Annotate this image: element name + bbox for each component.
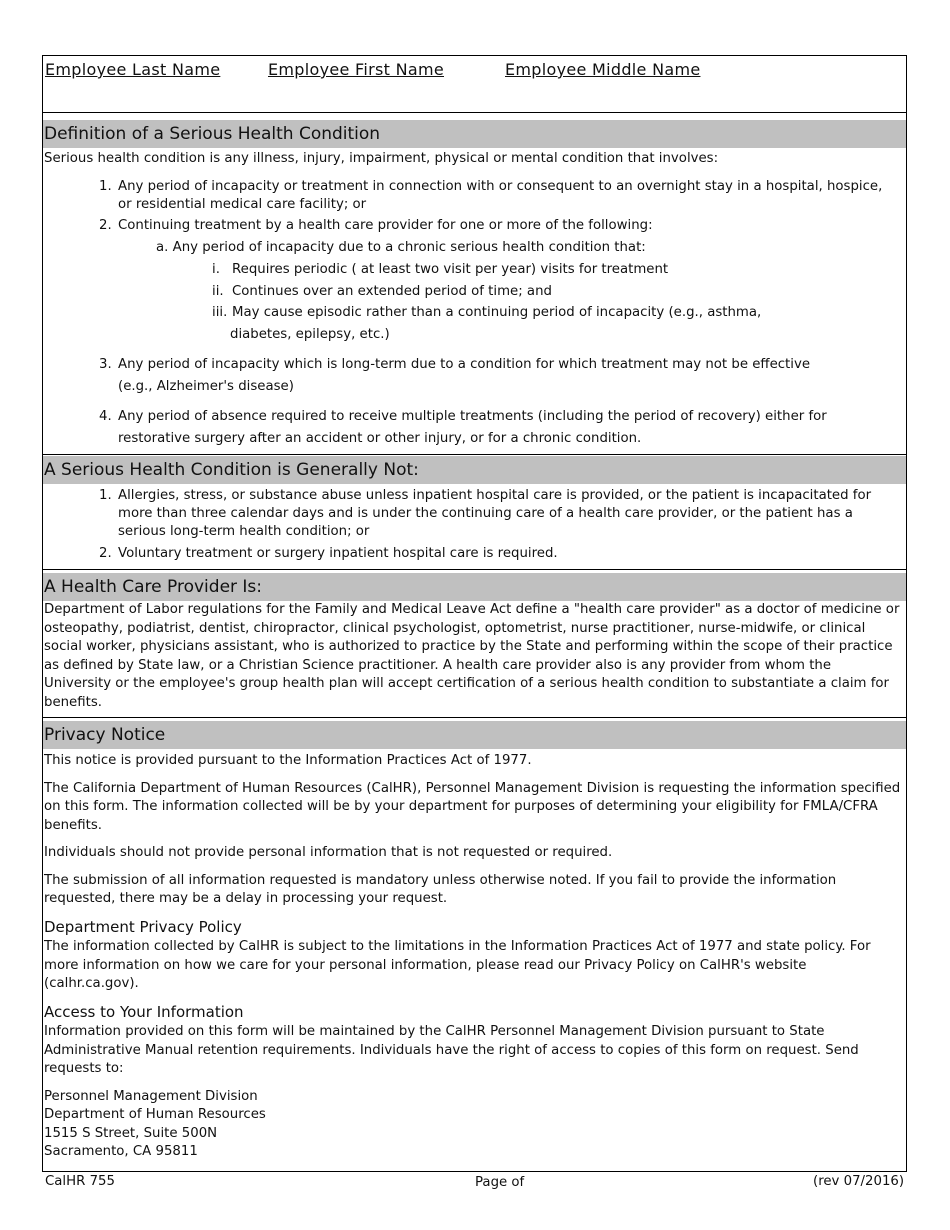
definition-item-1-number: 1.	[99, 179, 112, 194]
not-condition-item-1-line-3: serious long-term health condition; or	[118, 524, 370, 539]
privacy-section-title: Privacy Notice	[43, 721, 906, 749]
section-divider	[43, 717, 906, 718]
employee-middle-name-label: Employee Middle Name	[505, 60, 701, 79]
address-line-3: 1515 S Street, Suite 500N	[44, 1125, 218, 1141]
definition-item-4-number: 4.	[99, 409, 112, 424]
definition-sub-i-number: i.	[212, 262, 220, 277]
not-condition-item-1-number: 1.	[99, 488, 112, 503]
definition-item-4-line-1: Any period of absence required to receive multiple treatments (including the period of recovery) either for	[118, 409, 827, 424]
employee-first-name-label: Employee First Name	[268, 60, 444, 79]
definition-section	[43, 120, 906, 454]
definition-item-4-line-2: restorative surgery after an accident or other injury, or for a chronic condition.	[118, 431, 642, 446]
access-text: Information provided on this form will be maintained by the CalHR Personnel Management Division pursuant to State Administrative Manual retention requirements. Individuals have the right of access to copies of this form on request. Send requests to:	[44, 1024, 859, 1076]
not-condition-item-2-number: 2.	[99, 546, 112, 561]
not-condition-section-title: A Serious Health Condition is Generally Not:	[43, 456, 906, 484]
not-condition-item-1-line-1: Allergies, stress, or substance abuse unless inpatient hospital care is provided, or the patient is incapacitated for	[118, 488, 872, 503]
not-condition-section	[43, 456, 906, 569]
definition-item-2-number: 2.	[99, 218, 112, 233]
definition-item-3-number: 3.	[99, 357, 112, 372]
form-page	[42, 55, 907, 1172]
privacy-paragraph-2: The California Department of Human Resources (CalHR), Personnel Management Division is requesting the information specified on this form. The information collected will be by your department for purposes of determining your eligibility for FMLA/CFRA benefits.	[44, 780, 901, 833]
privacy-content	[43, 752, 905, 1162]
definition-sub-ii-text: Continues over an extended period of time; and	[232, 284, 552, 299]
privacy-paragraph-1: This notice is provided pursuant to the Information Practices Act of 1977.	[44, 753, 532, 768]
revision-date: (rev 07/2016)	[813, 1174, 905, 1189]
employee-last-name-label: Employee Last Name	[45, 60, 221, 79]
mailing-address	[44, 1088, 902, 1162]
page-number: Page of	[475, 1175, 525, 1190]
privacy-policy-heading: Department Privacy Policy	[44, 917, 242, 936]
privacy-paragraph-4: The submission of all information requested is mandatory unless otherwise noted. If you fail to provide the information requested, there may be a delay in processing your request.	[44, 872, 837, 906]
definition-section-title: Definition of a Serious Health Condition	[43, 120, 906, 148]
definition-intro: Serious health condition is any illness, injury, impairment, physical or mental condition that involves:	[44, 151, 719, 166]
provider-section	[43, 573, 906, 717]
address-line-1: Personnel Management Division	[44, 1088, 258, 1104]
definition-sub-ii-number: ii.	[212, 284, 224, 299]
address-line-2: Department of Human Resources	[44, 1107, 266, 1122]
section-divider	[43, 569, 906, 570]
privacy-section	[43, 721, 906, 1173]
definition-sub-iii-line-1: May cause episodic rather than a continuing period of incapacity (e.g., asthma,	[232, 305, 762, 320]
privacy-paragraph-3: Individuals should not provide personal information that is not requested or required.	[44, 845, 613, 860]
address-line-4: Sacramento, CA 95811	[44, 1144, 198, 1159]
privacy-policy-text: The information collected by CalHR is subject to the limitations in the Information Practices Act of 1977 and state policy. For more information on how we care for your personal information, please read our Privacy Policy on CalHR's website (calhr.ca.gov).	[44, 939, 871, 991]
definition-item-2-text: Continuing treatment by a health care provider for one or more of the following:	[118, 218, 653, 233]
provider-section-title: A Health Care Provider Is:	[43, 573, 906, 601]
access-heading: Access to Your Information	[44, 1002, 244, 1021]
definition-sub-iii-number: iii.	[212, 305, 228, 320]
definition-sub-a: a. Any period of incapacity due to a chronic serious health condition that:	[156, 240, 646, 255]
provider-text: Department of Labor regulations for the Family and Medical Leave Act define a "health care provider" as a doctor of medicine or osteopathy, podiatrist, dentist, chiropractor, clinical psychologist, optometrist, nurse practitioner, nurse-midwife, or clinical social worker, physicians assistant, who is authorized to practice by the State and performing within the scope of their practice as defined by State law, or a Christian Science practitioner. A health care provider also is any provider from whom the University or the employee's group health plan will accept certification of a serious health condition to substantiate a claim for benefits.	[44, 602, 900, 710]
employee-name-header	[43, 56, 906, 113]
definition-item-1-line-1: Any period of incapacity or treatment in connection with or consequent to an overnight stay in a hospital, hospice,	[118, 179, 883, 194]
definition-item-3-line-1: Any period of incapacity which is long-term due to a condition for which treatment may not be effective	[118, 357, 811, 372]
section-divider	[43, 454, 906, 455]
definition-item-1-line-2: or residential medical care facility; or	[118, 197, 367, 212]
definition-sub-i-text: Requires periodic ( at least two visit per year) visits for treatment	[232, 262, 669, 277]
not-condition-item-1-line-2: more than three calendar days and is under the continuing care of a health care provider, or the patient has a	[118, 506, 853, 521]
not-condition-item-2-text: Voluntary treatment or surgery inpatient hospital care is required.	[118, 546, 558, 561]
definition-item-3-line-2: (e.g., Alzheimer's disease)	[118, 379, 294, 394]
definition-sub-iii-line-2: diabetes, epilepsy, etc.)	[230, 327, 390, 342]
form-id: CalHR 755	[45, 1174, 115, 1189]
